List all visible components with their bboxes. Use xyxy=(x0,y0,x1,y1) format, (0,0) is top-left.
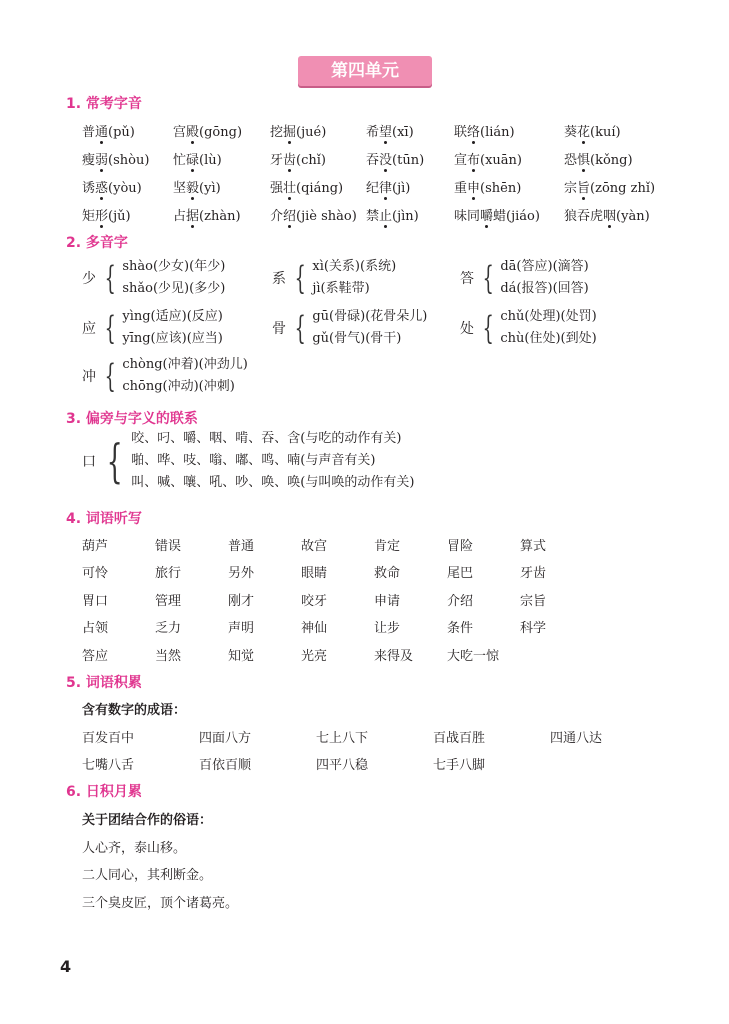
section-title-daily: 6. 日积月累 xyxy=(66,784,142,800)
pronunciation-item xyxy=(270,205,366,224)
emphasized-char: 咽 xyxy=(603,205,616,224)
dictation-word: 答应 xyxy=(82,649,109,664)
emphasized-char: 通 xyxy=(95,121,108,140)
polyphonic-reading: jì(系鞋带) xyxy=(312,281,370,296)
pronunciation-item xyxy=(454,177,564,196)
word-part: 诱 xyxy=(82,181,96,196)
emphasized-char: 花 xyxy=(577,121,590,140)
emphasized-char: 布 xyxy=(467,149,480,168)
pinyin: (jiè shào) xyxy=(296,209,357,224)
emphasized-char: 殿 xyxy=(186,121,199,140)
dictation-word: 科学 xyxy=(520,621,547,636)
emphasized-char: 据 xyxy=(186,205,199,224)
pinyin: (jué) xyxy=(296,125,327,140)
word-part: 普 xyxy=(82,125,96,140)
brace-icon: { xyxy=(104,259,116,297)
word-part: 纪 xyxy=(366,181,380,196)
brace-icon: { xyxy=(106,434,123,488)
emphasized-char: 绍 xyxy=(283,205,296,224)
word-part: 介 xyxy=(270,209,284,224)
pinyin: (chǐ) xyxy=(296,153,326,168)
dictation-word: 故宫 xyxy=(301,539,328,554)
pronunciation-item xyxy=(366,121,454,140)
polyphonic-reading: yìng(适应)(反应) xyxy=(122,309,223,324)
emphasized-char: 形 xyxy=(95,205,108,224)
word-part: 重 xyxy=(454,181,468,196)
dictation-word: 旅行 xyxy=(155,566,182,581)
dictation-word: 尾巴 xyxy=(447,566,474,581)
polyphonic-reading: gǔ(骨气)(骨干) xyxy=(312,331,402,346)
radical-line: 叫、喊、嚷、吼、吵、唤、唤(与叫唤的动作有关) xyxy=(131,475,415,490)
pronunciation-item xyxy=(82,205,173,224)
dictation-word: 肯定 xyxy=(374,539,401,554)
idiom-word: 百依百顺 xyxy=(199,758,252,773)
dictation-word: 普通 xyxy=(228,539,255,554)
pronunciation-item xyxy=(270,177,366,196)
idiom-word: 百战百胜 xyxy=(433,731,486,746)
pronunciation-item xyxy=(454,149,564,168)
polyphonic-reading: shào(少女)(年少) xyxy=(122,259,226,274)
dictation-row xyxy=(82,617,593,636)
unit-title: 第四单元 xyxy=(298,56,432,86)
pronunciation-item xyxy=(564,205,674,224)
polyphonic-char: 冲 xyxy=(82,369,96,385)
proverb-line: 三个臭皮匠，顶个诸葛亮。 xyxy=(82,896,239,911)
pinyin: (xuān) xyxy=(480,153,523,168)
dictation-word: 大吃一惊 xyxy=(447,649,500,664)
pronunciation-item xyxy=(564,149,674,168)
polyphonic-char: 处 xyxy=(460,321,474,337)
polyphonic-reading: dā(答应)(滴答) xyxy=(500,259,589,274)
polyphonic-entry xyxy=(460,256,589,300)
polyphonic-entry xyxy=(272,256,396,300)
word-part: 牙 xyxy=(270,153,284,168)
pronunciation-item xyxy=(366,205,454,224)
dictation-word: 神仙 xyxy=(301,621,328,636)
emphasized-char: 掘 xyxy=(283,121,296,140)
polyphonic-reading: shǎo(少见)(多少) xyxy=(122,281,226,296)
pronunciation-item xyxy=(270,121,366,140)
brace-icon: { xyxy=(104,309,116,347)
dictation-word: 另外 xyxy=(228,566,255,581)
brace-icon: { xyxy=(294,309,306,347)
polyphonic-reading: chòng(冲着)(冲劲儿) xyxy=(122,357,248,372)
idiom-word: 四平八稳 xyxy=(316,758,369,773)
polyphonic-reading: dá(报答)(回答) xyxy=(500,281,589,296)
word-part: 恐 xyxy=(564,153,578,168)
polyphonic-entry xyxy=(82,256,225,300)
emphasized-char: 碌 xyxy=(186,149,199,168)
idiom-row xyxy=(82,727,667,746)
word-part: 强 xyxy=(270,181,284,196)
radical-entry xyxy=(82,428,414,494)
pinyin: (jǔ) xyxy=(108,209,131,224)
pinyin: (pǔ) xyxy=(108,125,135,140)
dictation-word: 冒险 xyxy=(447,539,474,554)
pronunciation-item xyxy=(173,121,270,140)
polyphonic-char: 应 xyxy=(82,321,96,337)
section-title-polyphonic: 2. 多音字 xyxy=(66,235,128,251)
radical-char: 口 xyxy=(82,454,96,470)
brace-icon: { xyxy=(294,259,306,297)
word-part: 葵 xyxy=(564,125,578,140)
word-part: 占 xyxy=(173,209,187,224)
dictation-word: 介绍 xyxy=(447,594,474,609)
idiom-word: 四通八达 xyxy=(550,731,603,746)
pronunciation-item xyxy=(173,149,270,168)
pinyin: (yì) xyxy=(199,181,221,196)
polyphonic-entry xyxy=(82,306,223,350)
pronunciation-item xyxy=(564,121,674,140)
dictation-row xyxy=(82,535,593,554)
dictation-word: 当然 xyxy=(155,649,182,664)
idiom-word: 百发百中 xyxy=(82,731,135,746)
emphasized-char: 惑 xyxy=(95,177,108,196)
polyphonic-reading: gū(骨碌)(花骨朵儿) xyxy=(312,309,428,324)
emphasized-char: 络 xyxy=(467,121,480,140)
polyphonic-reading: chù(住处)(到处) xyxy=(500,331,597,346)
dictation-word: 宗旨 xyxy=(520,594,547,609)
emphasized-char: 望 xyxy=(379,121,392,140)
idiom-subtitle: 含有数字的成语： xyxy=(82,703,187,718)
polyphonic-char: 少 xyxy=(82,271,96,287)
dictation-word: 可怜 xyxy=(82,566,109,581)
pinyin: (xī) xyxy=(392,125,414,140)
pinyin: 蜡(jiáo) xyxy=(493,209,540,224)
polyphonic-char: 答 xyxy=(460,271,474,287)
pronunciation-item xyxy=(82,177,173,196)
pronunciation-item xyxy=(173,205,270,224)
emphasized-char: 嚼 xyxy=(480,205,493,224)
radical-line: 咬、叼、嚼、咽、啃、吞、含(与吃的动作有关) xyxy=(131,431,402,446)
polyphonic-reading: xì(关系)(系统) xyxy=(312,259,397,274)
dictation-word: 光亮 xyxy=(301,649,328,664)
emphasized-char: 齿 xyxy=(283,149,296,168)
word-part: 瘦 xyxy=(82,153,96,168)
word-part: 忙 xyxy=(173,153,187,168)
pronunciation-item xyxy=(454,205,564,224)
emphasized-char: 没 xyxy=(379,149,392,168)
pronunciation-item xyxy=(454,121,564,140)
dictation-word: 占领 xyxy=(82,621,109,636)
pinyin: (gōng) xyxy=(199,125,243,140)
brace-icon: { xyxy=(482,259,494,297)
section-title-radical: 3. 偏旁与字义的联系 xyxy=(66,411,198,427)
dictation-word: 知觉 xyxy=(228,649,255,664)
word-part: 味同 xyxy=(454,209,481,224)
section-title-dictation: 4. 词语听写 xyxy=(66,511,142,527)
dictation-word: 胃口 xyxy=(82,594,109,609)
pronunciation-row xyxy=(82,177,674,196)
dictation-word: 救命 xyxy=(374,566,401,581)
pronunciation-item xyxy=(82,121,173,140)
polyphonic-reading: chōng(冲动)(冲刺) xyxy=(122,379,235,394)
pinyin: (shēn) xyxy=(480,181,522,196)
word-part: 联 xyxy=(454,125,468,140)
polyphonic-reading: yīng(应该)(应当) xyxy=(122,331,223,346)
polyphonic-entry xyxy=(82,354,248,398)
pinyin: (tūn) xyxy=(392,153,425,168)
dictation-word: 算式 xyxy=(520,539,547,554)
polyphonic-char: 骨 xyxy=(272,321,286,337)
emphasized-char: 弱 xyxy=(95,149,108,168)
pinyin: (jìn) xyxy=(392,209,419,224)
proverb-line: 二人同心，其利断金。 xyxy=(82,868,213,883)
pinyin: (zōng zhǐ) xyxy=(590,181,656,196)
proverb-line: 人心齐，泰山移。 xyxy=(82,841,187,856)
word-part: 坚 xyxy=(173,181,187,196)
emphasized-char: 惧 xyxy=(577,149,590,168)
brace-icon: { xyxy=(104,357,116,395)
emphasized-char: 申 xyxy=(467,177,480,196)
pinyin: (yàn) xyxy=(616,209,650,224)
polyphonic-entry xyxy=(272,306,427,350)
polyphonic-reading: chǔ(处理)(处罚) xyxy=(500,309,597,324)
word-part: 希 xyxy=(366,125,380,140)
radical-line: 啪、哗、吱、嗡、嘟、鸣、喃(与声音有关) xyxy=(131,453,376,468)
dictation-word: 条件 xyxy=(447,621,474,636)
word-part: 矩 xyxy=(82,209,96,224)
word-part: 禁 xyxy=(366,209,380,224)
dictation-word: 咬牙 xyxy=(301,594,328,609)
pinyin: (shòu) xyxy=(108,153,150,168)
polyphonic-entry xyxy=(460,306,597,350)
emphasized-char: 壮 xyxy=(283,177,296,196)
pinyin: (zhàn) xyxy=(199,209,241,224)
pronunciation-item xyxy=(82,149,173,168)
polyphonic-char: 系 xyxy=(272,271,286,287)
word-part: 狼吞虎 xyxy=(564,209,604,224)
pronunciation-item xyxy=(270,149,366,168)
word-part: 挖 xyxy=(270,125,284,140)
pronunciation-row xyxy=(82,121,674,140)
idiom-word: 七手八脚 xyxy=(433,758,486,773)
pinyin: (lián) xyxy=(480,125,515,140)
pronunciation-item xyxy=(366,177,454,196)
dictation-row xyxy=(82,590,593,609)
pronunciation-row xyxy=(82,205,674,224)
idiom-word: 七上八下 xyxy=(316,731,369,746)
section-title-vocabulary: 5. 词语积累 xyxy=(66,675,142,691)
pinyin: (yòu) xyxy=(108,181,142,196)
pinyin: (jì) xyxy=(392,181,411,196)
proverb-subtitle: 关于团结合作的俗语： xyxy=(82,813,213,828)
pinyin: (kǒng) xyxy=(590,153,633,168)
idiom-row xyxy=(82,754,550,773)
brace-icon: { xyxy=(482,309,494,347)
dictation-word: 管理 xyxy=(155,594,182,609)
idiom-word: 七嘴八舌 xyxy=(82,758,135,773)
emphasized-char: 止 xyxy=(379,205,392,224)
dictation-row xyxy=(82,645,520,664)
dictation-word: 声明 xyxy=(228,621,255,636)
dictation-word: 乏力 xyxy=(155,621,182,636)
dictation-word: 让步 xyxy=(374,621,401,636)
idiom-word: 四面八方 xyxy=(199,731,252,746)
emphasized-char: 旨 xyxy=(577,177,590,196)
dictation-word: 眼睛 xyxy=(301,566,328,581)
pronunciation-item xyxy=(366,149,454,168)
dictation-word: 来得及 xyxy=(374,649,414,664)
pinyin: (kuí) xyxy=(590,125,621,140)
section-title-pronunciation: 1. 常考字音 xyxy=(66,96,142,112)
pinyin: (lù) xyxy=(199,153,222,168)
word-part: 宣 xyxy=(454,153,468,168)
pinyin: (qiáng) xyxy=(296,181,344,196)
dictation-word: 葫芦 xyxy=(82,539,109,554)
emphasized-char: 毅 xyxy=(186,177,199,196)
dictation-word: 错误 xyxy=(155,539,182,554)
page-number: 4 xyxy=(60,957,72,976)
dictation-word: 牙齿 xyxy=(520,566,547,581)
word-part: 宫 xyxy=(173,125,187,140)
word-part: 吞 xyxy=(366,153,380,168)
pronunciation-row xyxy=(82,149,674,168)
pronunciation-item xyxy=(564,177,674,196)
dictation-word: 申请 xyxy=(374,594,401,609)
emphasized-char: 律 xyxy=(379,177,392,196)
dictation-word: 刚才 xyxy=(228,594,255,609)
word-part: 宗 xyxy=(564,181,578,196)
pronunciation-item xyxy=(173,177,270,196)
dictation-row xyxy=(82,562,593,581)
